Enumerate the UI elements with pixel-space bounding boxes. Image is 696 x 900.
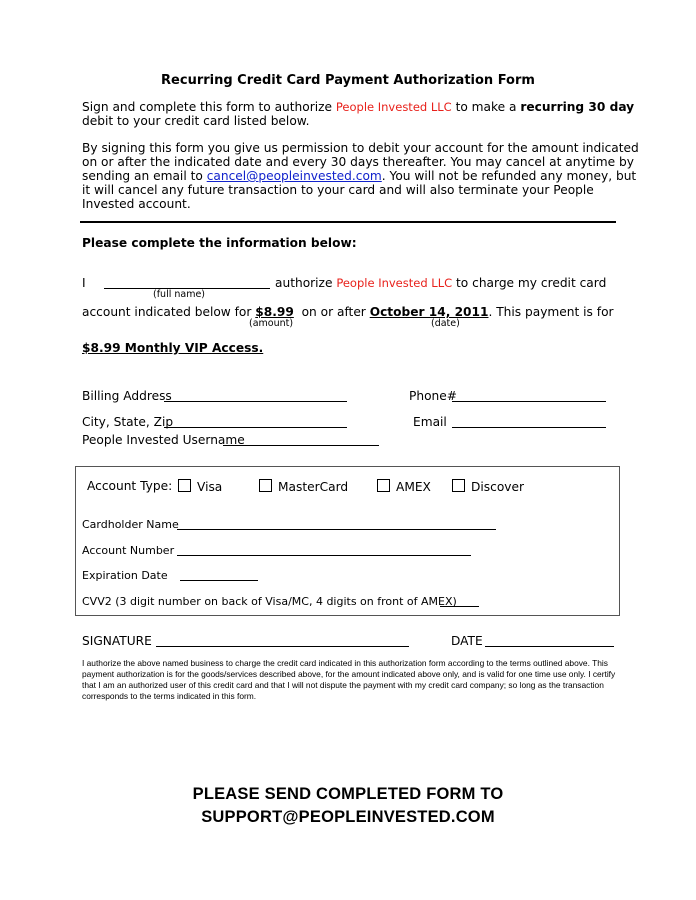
terms-line-4: it will cancel any future transaction to your card and will also terminate your People [82,183,594,197]
recurring-text: recurring 30 day [520,100,635,114]
date-value: October 14, 2011 [369,305,489,319]
option-discover[interactable] [452,479,524,494]
terms-line-3 [82,169,636,183]
account-type-label: Account Type: [87,479,173,493]
send-instruction-line-2: SUPPORT@PEOPLEINVESTED.COM [201,808,495,826]
username-field[interactable] [223,445,379,446]
full-name-hint: (full name) [153,289,206,300]
account-number-label: Account Number [82,544,175,557]
expiration-date-field[interactable] [180,580,258,581]
option-visa[interactable] [178,479,222,494]
expiration-date-label: Expiration Date [82,569,168,582]
intro-text: to make a [451,100,521,114]
option-label: Visa [197,480,223,494]
account-number-field[interactable] [177,555,471,556]
cancel-email-link[interactable]: cancel@peopleinvested.com [206,169,382,183]
billing-address-label: Billing Address [82,389,172,403]
amount-hint: (amount) [249,318,294,329]
checkbox[interactable] [178,479,191,492]
auth-text: . This payment is for [488,305,614,319]
username-label: People Invested Username [82,433,245,447]
auth-text: to charge my credit card [452,276,607,290]
cardholder-name-label: Cardholder Name [82,518,179,531]
checkbox[interactable] [452,479,465,492]
date-hint: (date) [431,318,460,329]
auth-text: account indicated below for [82,305,256,319]
intro-text: Sign and complete this form to authorize [82,100,336,114]
terms-line-5: Invested account. [82,197,191,211]
intro-line-2: debit to your credit card listed below. [82,114,310,128]
phone-field[interactable] [452,401,606,402]
auth-line-1 [275,276,606,290]
email-label: Email [413,415,447,429]
signature-label: SIGNATURE [82,634,152,648]
auth-line-2 [82,305,614,319]
form-title: Recurring Credit Card Payment Authorization Form [161,73,535,88]
option-mastercard[interactable] [259,479,348,494]
date-label: DATE [451,634,483,648]
option-label: AMEX [396,480,431,494]
company-name: People Invested LLC [335,100,452,114]
cvv2-label: CVV2 (3 digit number on back of Visa/MC, 4 digits on front of AMEX) [82,595,457,608]
authorization-fine-print: I authorize the above named business to charge the credit card indicated in this authorization form according to the terms outlined above. This payment authorization is for the goods/services described above, for the amount indicated above only, and is valid for one time use only. I certify that I am an authorized user of this credit card and that I will not dispute the payment with my credit card company; so long as the transaction corresponds to the terms indicated in this form. [82,658,616,701]
option-label: MasterCard [278,480,349,494]
terms-text: . You will not be refunded any money, but [381,169,637,183]
billing-address-field[interactable] [164,401,347,402]
option-amex[interactable] [377,479,431,494]
product-name: $8.99 Monthly VIP Access. [82,341,264,355]
section-heading: Please complete the information below: [82,236,357,250]
city-state-zip-label: City, State, Zip [82,415,174,429]
auth-text: authorize [275,276,337,290]
auth-text: on or after [301,305,370,319]
terms-text: sending an email to [82,169,207,183]
cardholder-name-field[interactable] [177,529,496,530]
option-label: Discover [471,480,524,494]
intro-line-1 [82,100,634,114]
send-instruction-line-1: PLEASE SEND COMPLETED FORM TO [192,785,504,803]
cvv2-field[interactable] [440,606,479,607]
section-divider [80,221,616,223]
terms-line-1: By signing this form you give us permission to debit your account for the amount indicated [82,141,639,155]
date-field[interactable] [485,646,614,647]
auth-i: I [82,276,86,290]
city-state-zip-field[interactable] [164,427,347,428]
company-name: People Invested LLC [336,276,453,290]
amount-value: $8.99 [255,305,294,319]
signature-field[interactable] [156,646,409,647]
checkbox[interactable] [377,479,390,492]
email-field[interactable] [452,427,606,428]
terms-line-2: on or after the indicated date and every 30 days thereafter. You may cancel at anytime by [82,155,634,169]
phone-label: Phone# [409,389,457,403]
checkbox[interactable] [259,479,272,492]
